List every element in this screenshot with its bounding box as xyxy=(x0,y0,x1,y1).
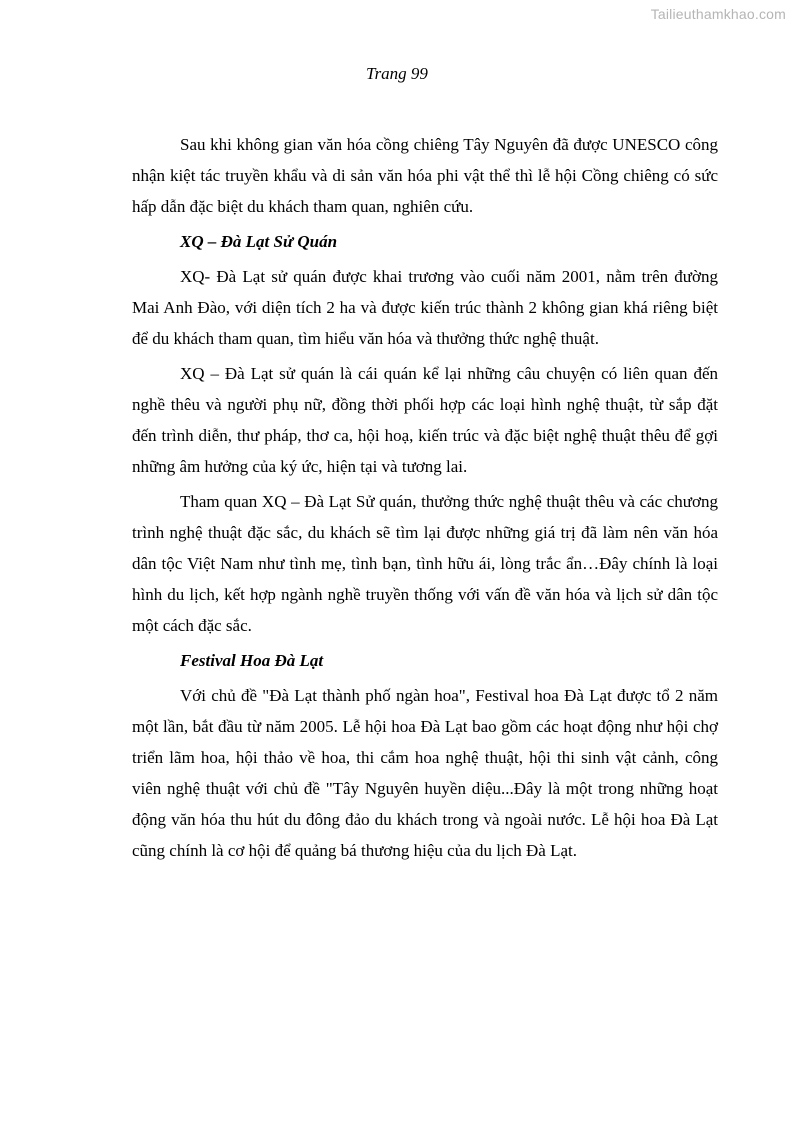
document-body xyxy=(132,129,718,870)
paragraph-flower-festival: Với chủ đề "Đà Lạt thành phố ngàn hoa", Festival hoa Đà Lạt được tổ 2 năm một lần, bắt đầu từ năm 2005. Lễ hội hoa Đà Lạt bao gồm các hoạt động như hội chợ triển lãm hoa, hội thảo về hoa, thi cắm hoa nghệ thuật, hội thi sinh vật cảnh, công viên nghệ thuật với chủ đề "Tây Nguyên huyền diệu...Đây là một trong những hoạt động văn hóa thu hút du đông đảo du khách trong và ngoài nước. Lễ hội hoa Đà Lạt cũng chính là cơ hội để quảng bá thương hiệu của du lịch Đà Lạt. xyxy=(132,686,718,860)
page-number: Trang 99 xyxy=(366,64,428,83)
paragraph-xq-opening: XQ- Đà Lạt sử quán được khai trương vào cuối năm 2001, nằm trên đường Mai Anh Đào, với diện tích 2 ha và được kiến trúc thành 2 không gian khá riêng biệt để du khách tham quan, tìm hiểu văn hóa và thưởng thức nghệ thuật. xyxy=(132,267,718,348)
heading-flower-festival: Festival Hoa Đà Lạt xyxy=(180,651,324,670)
paragraph-gong-festival: Sau khi không gian văn hóa cồng chiêng Tây Nguyên đã được UNESCO công nhận kiệt tác truyền khẩu và di sản văn hóa phi vật thể thì lễ hội Cồng chiêng có sức hấp dẫn đặc biệt du khách tham quan, nghiên cứu. xyxy=(132,135,718,216)
paragraph-xq-story: XQ – Đà Lạt sử quán là cái quán kể lại những câu chuyện có liên quan đến nghề thêu và người phụ nữ, đồng thời phối hợp các loại hình nghệ thuật, từ sắp đặt đến trình diễn, thư pháp, thơ ca, hội hoạ, kiến trúc và đặc biệt nghệ thuật thêu để gợi những âm hưởng của ký ức, hiện tại và tương lai. xyxy=(132,364,718,476)
watermark: Tailieuthamkhao.com xyxy=(650,6,786,22)
paragraph-xq-visit: Tham quan XQ – Đà Lạt Sử quán, thưởng thức nghệ thuật thêu và các chương trình nghệ thuật đặc sắc, du khách sẽ tìm lại được những giá trị đã làm nên văn hóa dân tộc Việt Nam như tình mẹ, tình bạn, tình hữu ái, lòng trắc ẩn…Đây chính là loại hình du lịch, kết hợp ngành nghề truyền thống với vấn đề văn hóa và lịch sử dân tộc một cách đặc sắc. xyxy=(132,492,718,635)
heading-xq-dalat: XQ – Đà Lạt Sử Quán xyxy=(180,232,338,251)
